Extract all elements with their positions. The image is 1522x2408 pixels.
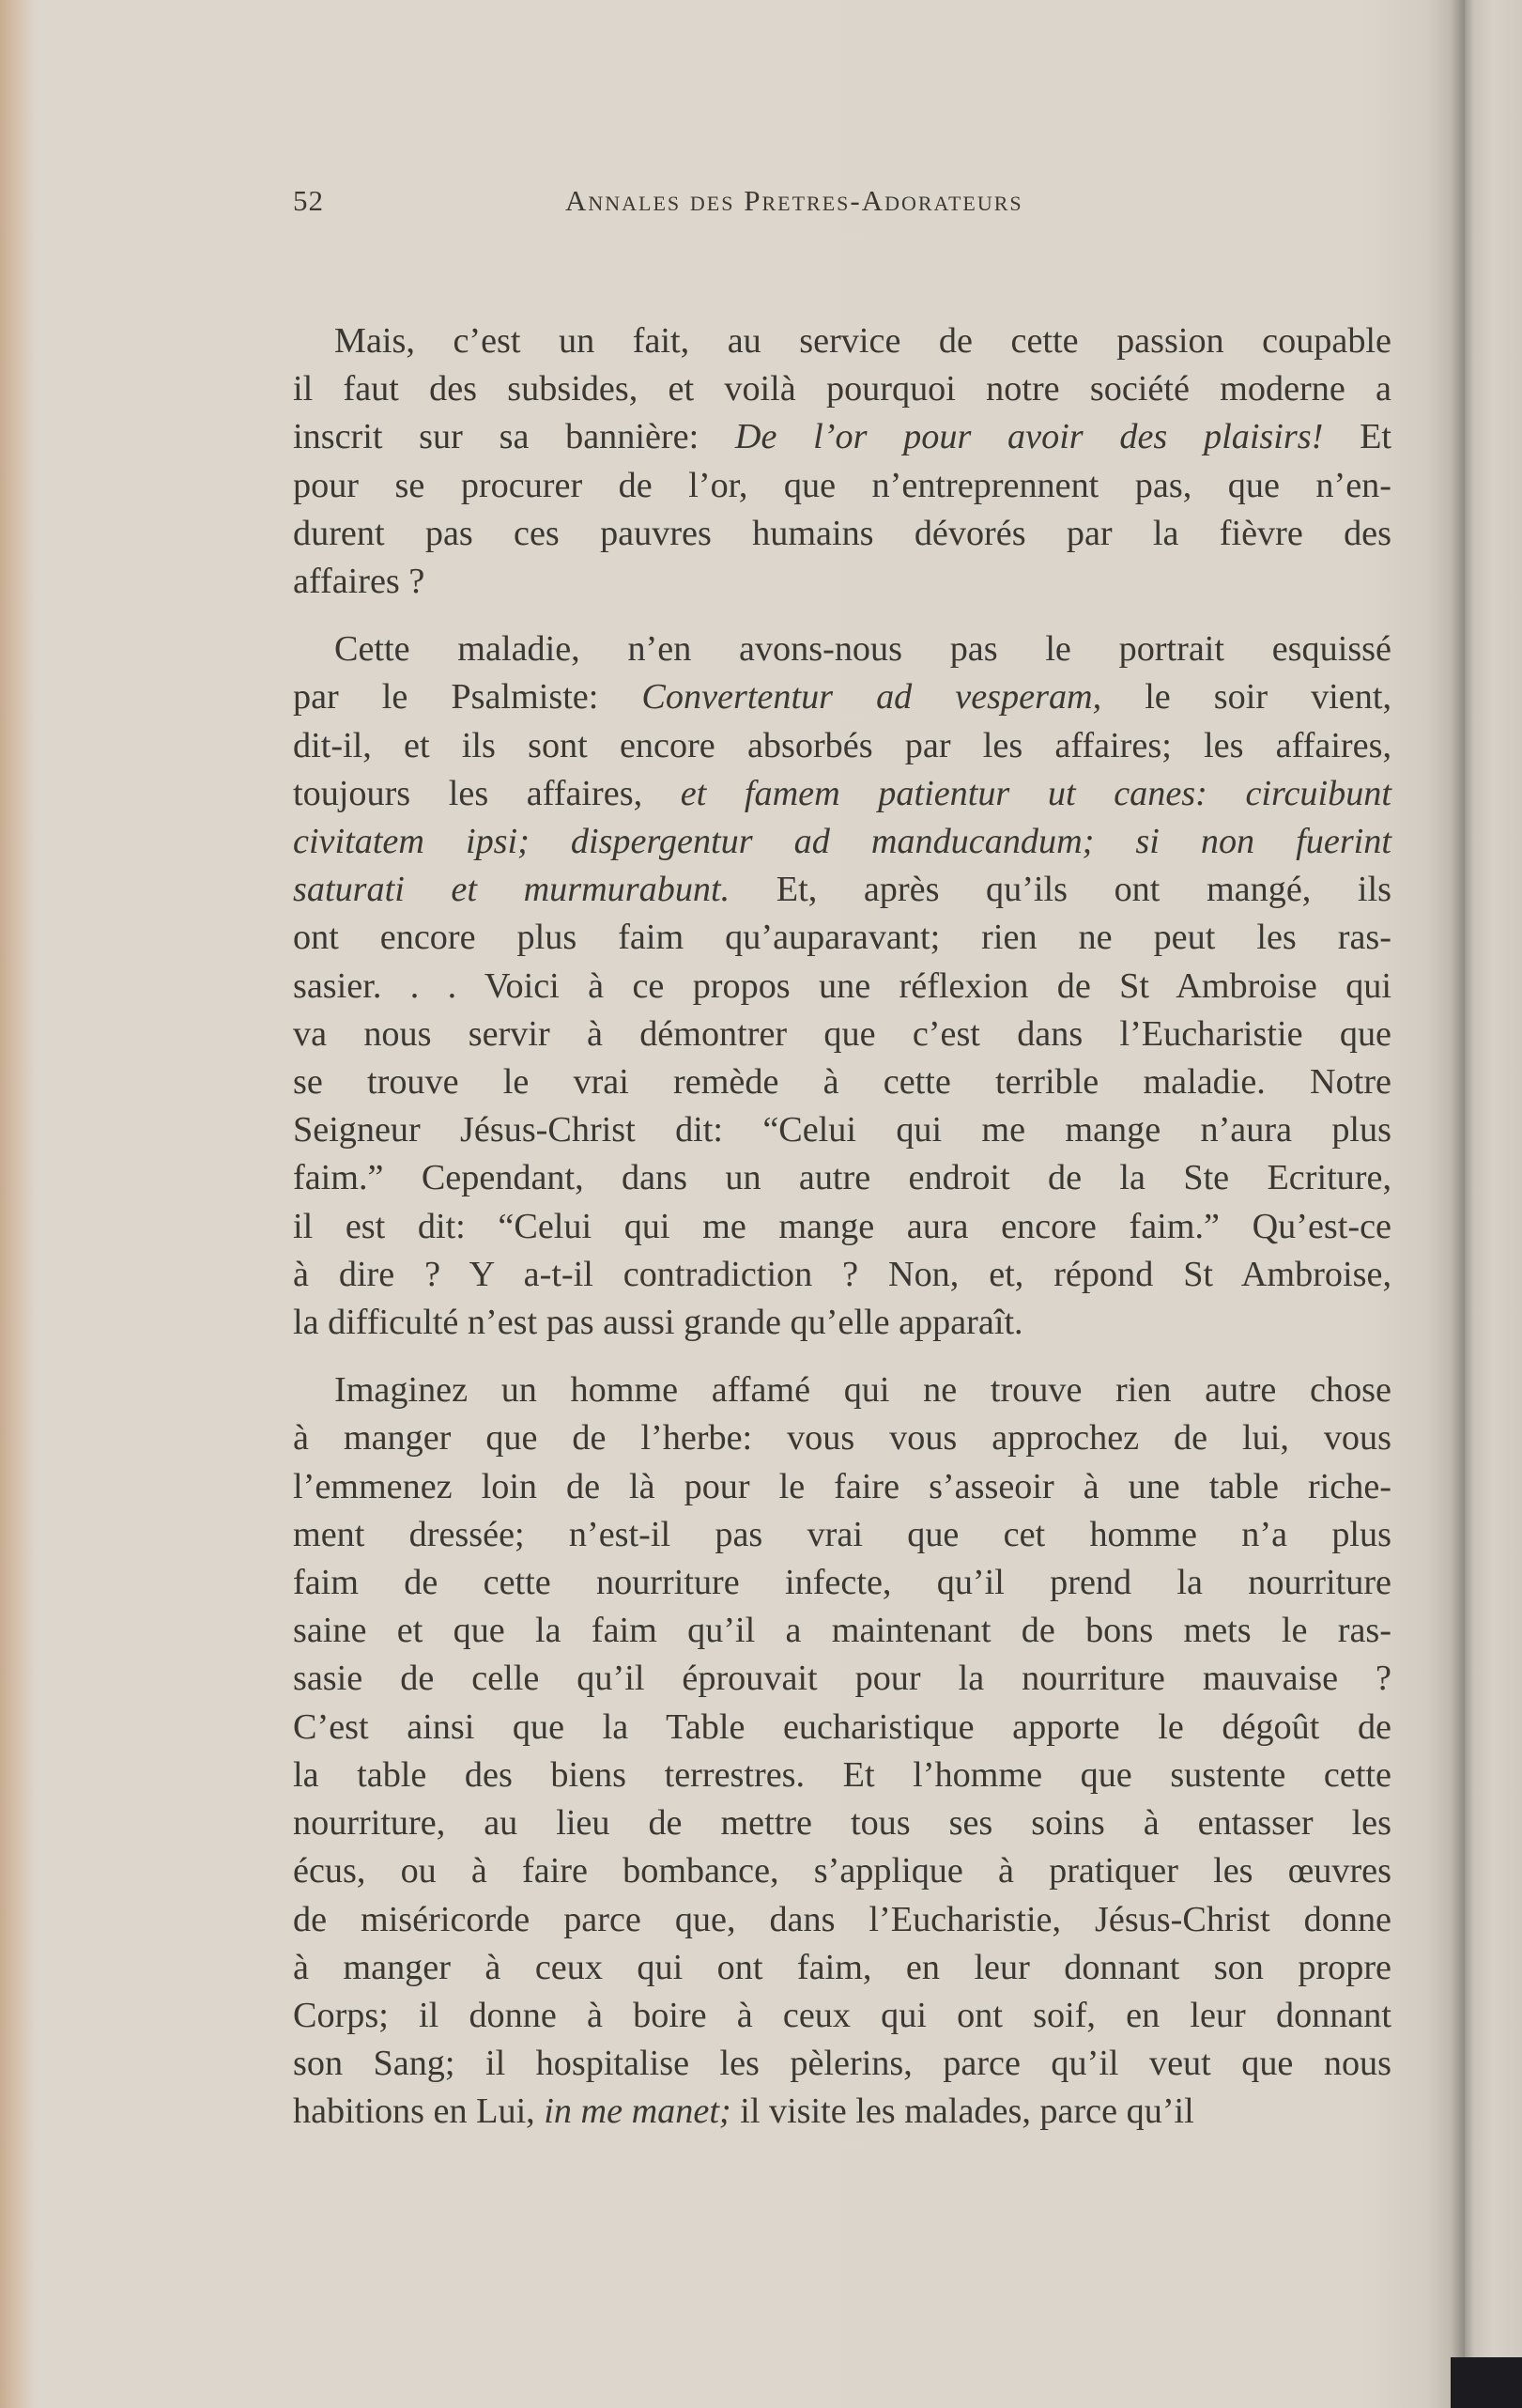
text-run: la difficulté n’est pas aussi grande qu’elle apparaît. xyxy=(293,1303,1023,1343)
text-line xyxy=(293,317,1391,365)
text-run: de miséricorde parce que, dans l’Eucharistie, Jésus-Christ donne xyxy=(293,1899,1391,1939)
text-line xyxy=(293,413,1391,461)
text-run: sasie de celle qu’il éprouvait pour la nourriture mauvaise ? xyxy=(293,1659,1391,1699)
text-run: inscrit sur sa bannière: xyxy=(293,417,735,457)
text-run: durent pas ces pauvres humains dévorés par la fièvre des xyxy=(293,513,1391,553)
background-strip xyxy=(1451,2357,1522,2408)
text-run: Et xyxy=(1323,417,1392,457)
paragraph xyxy=(293,1366,1391,2136)
text-run: son Sang; il hospitalise les pèlerins, parce qu’il veut que nous xyxy=(293,2044,1391,2084)
italic-latin-run: in me manet; xyxy=(544,2092,731,2132)
text-line xyxy=(293,1607,1391,1655)
page-number: 52 xyxy=(293,184,324,217)
body-text xyxy=(293,317,1391,2137)
text-run: il est dit: “Celui qui me mange aura encore faim.” Qu’est-ce xyxy=(293,1206,1391,1246)
text-run: nourriture, au lieu de mettre tous ses soins à entasser les xyxy=(293,1803,1391,1844)
running-head xyxy=(293,184,1391,222)
text-run: à manger que de l’herbe: vous vous approchez de lui, vous xyxy=(293,1418,1391,1459)
text-line xyxy=(293,1704,1391,1752)
text-run: Mais, c’est un fait, au service de cette passion coupable xyxy=(334,321,1391,361)
text-line xyxy=(293,866,1391,914)
text-line xyxy=(293,625,1391,673)
text-line xyxy=(293,770,1391,818)
page-right-edge xyxy=(1465,0,1522,2408)
running-title: Annales des Pretres-Adorateurs xyxy=(565,184,1023,217)
text-line xyxy=(293,1414,1391,1462)
italic-latin-run: Convertentur ad vesperam, xyxy=(641,677,1102,718)
text-line xyxy=(293,1011,1391,1058)
text-run: C’est ainsi que la Table eucharistique apporte le dégoût de xyxy=(293,1706,1391,1747)
italic-latin-run: De l’or pour avoir des plaisirs! xyxy=(734,417,1324,457)
text-line xyxy=(293,558,1391,606)
text-line xyxy=(293,1559,1391,1607)
text-run: dit-il, et ils sont encore absorbés par les affaires; les affaires, xyxy=(293,725,1391,765)
paragraph xyxy=(293,317,1391,606)
text-run: à dire ? Y a-t-il contradiction ? Non, et, répond St Ambroise, xyxy=(293,1254,1391,1294)
paragraph xyxy=(293,625,1391,1347)
text-run: Cette maladie, n’en avons-nous pas le portrait esquissé xyxy=(334,629,1391,670)
text-line xyxy=(293,2088,1391,2136)
text-run: la table des biens terrestres. Et l’homme que sustente cette xyxy=(293,1754,1391,1795)
text-line xyxy=(293,2040,1391,2088)
text-line xyxy=(293,1203,1391,1251)
text-line xyxy=(293,462,1391,510)
text-line xyxy=(293,1752,1391,1799)
text-line xyxy=(293,963,1391,1011)
text-line xyxy=(293,1106,1391,1154)
text-run: Imaginez un homme affamé qui ne trouve rien autre chose xyxy=(334,1370,1391,1411)
text-run: faim.” Cependant, dans un autre endroit de la Ste Ecriture, xyxy=(293,1158,1391,1198)
text-run: sasier. . . Voici à ce propos une réflexion de St Ambroise qui xyxy=(293,965,1391,1006)
text-run: Corps; il donne à boire à ceux qui ont soif, en leur donnant xyxy=(293,1995,1391,2035)
text-line xyxy=(293,1992,1391,2040)
text-line xyxy=(293,1847,1391,1895)
text-line xyxy=(293,914,1391,962)
text-line xyxy=(293,510,1391,558)
text-run: saine et que la faim qu’il a maintenant de bons mets le ras- xyxy=(293,1611,1391,1651)
text-run: pour se procurer de l’or, que n’entreprennent pas, que n’en- xyxy=(293,465,1391,505)
text-run: il faut des subsides, et voilà pourquoi notre société moderne a xyxy=(293,369,1391,409)
text-run: ment dressée; n’est-il pas vrai que cet homme n’a plus xyxy=(293,1514,1391,1554)
text-run: Seigneur Jésus-Christ dit: “Celui qui me mange n’aura plus xyxy=(293,1110,1391,1150)
italic-latin-run: et famem patientur ut canes: circuibunt xyxy=(680,773,1392,813)
text-line xyxy=(293,1366,1391,1414)
text-run: faim de cette nourriture infecte, qu’il prend la nourriture xyxy=(293,1563,1391,1603)
text-run: à manger à ceux qui ont faim, en leur donnant son propre xyxy=(293,1947,1391,1987)
text-run: toujours les affaires, xyxy=(293,773,681,813)
text-run: ont encore plus faim qu’auparavant; rien ne peut les ras- xyxy=(293,918,1391,958)
italic-latin-run: saturati et murmurabunt. xyxy=(293,870,730,910)
text-run: affaires ? xyxy=(293,562,425,602)
text-line xyxy=(293,365,1391,413)
text-run: va nous servir à démontrer que c’est dans l’Eucharistie que xyxy=(293,1013,1391,1054)
page-left-edge xyxy=(0,0,36,2408)
italic-latin-run: civitatem ipsi; dispergentur ad manducandum; si non fuerint xyxy=(293,822,1391,862)
text-line xyxy=(293,1944,1391,1992)
text-line xyxy=(293,1251,1391,1299)
text-line xyxy=(293,1896,1391,1944)
text-run: il visite les malades, parce qu’il xyxy=(730,2092,1194,2132)
text-run: par le Psalmiste: xyxy=(293,677,642,718)
text-line xyxy=(293,1154,1391,1202)
text-run: Et, après qu’ils ont mangé, ils xyxy=(730,870,1391,910)
text-run: se trouve le vrai remède à cette terrible maladie. Notre xyxy=(293,1062,1391,1103)
text-line xyxy=(293,1511,1391,1559)
text-line xyxy=(293,1799,1391,1847)
text-run: habitions en Lui, xyxy=(293,2092,545,2132)
text-line xyxy=(293,1463,1391,1511)
text-line xyxy=(293,818,1391,866)
text-run: le soir vient, xyxy=(1101,677,1391,718)
text-line xyxy=(293,673,1391,721)
text-run: écus, ou à faire bombance, s’applique à pratiquer les œuvres xyxy=(293,1851,1391,1891)
text-line xyxy=(293,1655,1391,1703)
text-line xyxy=(293,1299,1391,1347)
text-line xyxy=(293,722,1391,770)
text-line xyxy=(293,1058,1391,1106)
text-run: l’emmenez loin de là pour le faire s’asseoir à une table riche- xyxy=(293,1466,1391,1506)
